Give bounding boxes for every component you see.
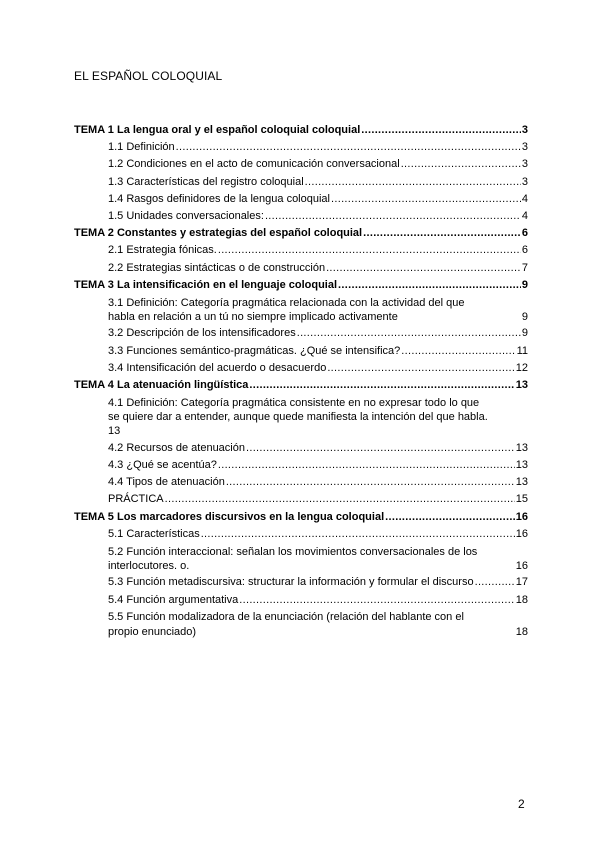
toc-page-number: 13 [515, 476, 528, 489]
toc-section-link[interactable] [74, 440, 528, 457]
toc-entry-title: 1.1 Definición [108, 141, 175, 154]
toc-page-number: 18 [515, 625, 528, 638]
toc-page-number: 16 [515, 559, 528, 572]
toc-section-link[interactable] [74, 394, 528, 440]
toc-page-number: 9 [521, 278, 528, 291]
toc-page-number: 11 [516, 344, 528, 357]
toc-dot-leader [305, 174, 521, 191]
toc-entry-title: 4.2 Recursos de atenuación [108, 441, 245, 454]
toc-section-link[interactable] [74, 242, 528, 259]
toc-entry-title: 4.4 Tipos de atenuación [108, 476, 225, 489]
toc-page-number: 7 [521, 261, 528, 274]
toc-entry-title: 3.2 Descripción de los intensificadores [108, 327, 296, 340]
toc-entry-title: 5.4 Función argumentativa [108, 593, 239, 606]
toc-dot-leader [401, 156, 521, 173]
toc-section-link[interactable] [74, 609, 528, 640]
toc-section-link[interactable] [74, 208, 528, 225]
toc-section-link[interactable] [74, 491, 528, 508]
toc-page-number: 15 [515, 493, 528, 506]
toc-entry-title-line: 5.2 Función interaccional: señalan los movimientos conversacionales de los [108, 545, 478, 558]
toc-page-number: 3 [521, 141, 528, 154]
toc-entry-title-line: 5.5 Función modalizadora de la enunciación (relación del hablante con el [108, 611, 464, 624]
toc-chapter-link[interactable] [74, 225, 528, 242]
toc-chapter-link[interactable] [74, 122, 528, 139]
toc-dot-leader [218, 242, 521, 259]
toc-page-number: 3 [521, 124, 528, 136]
toc-section-link[interactable] [74, 343, 528, 360]
toc-section-link[interactable] [74, 474, 528, 491]
toc-entry-title-line: se quiere dar a entender, aunque quede manifiesta la intención del que habla. [108, 410, 488, 423]
toc-dot-leader [265, 208, 521, 225]
toc-entry-title-line: 4.1 Definición: Categoría pragmática consistente en no expresar todo lo que [108, 396, 480, 409]
toc-entry-title: 4.3 ¿Qué se acentúa? [108, 459, 217, 472]
toc-section-link[interactable] [74, 360, 528, 377]
toc-page-number: 4 [521, 192, 528, 205]
toc-page-number: 16 [515, 527, 528, 540]
toc-page-number: 9 [521, 310, 528, 323]
toc-entry-title: TEMA 2 Constantes y estrategias del español coloquial [74, 227, 363, 240]
toc-entry-title: TEMA 3 La intensificación en el lenguaje coloquial [74, 278, 338, 291]
toc-section-link[interactable] [74, 294, 528, 325]
toc-dot-leader [475, 574, 515, 591]
toc-entry-title: 3.3 Funciones semántico-pragmáticas. ¿Qué se intensifica? [108, 344, 401, 357]
toc-page-number: 17 [515, 576, 528, 589]
toc-entry-title: PRÁCTICA [108, 493, 164, 506]
toc-entry-title-line: propio enunciado) [108, 625, 197, 638]
toc-dot-leader [385, 509, 515, 526]
toc-entry-title: 2.1 Estrategia fónicas. [108, 244, 217, 257]
toc-page-number: 13 [108, 425, 121, 438]
toc-entry-title: 2.2 Estrategias sintácticas o de construcción [108, 261, 326, 274]
toc-dot-leader [249, 377, 514, 394]
toc-section-link[interactable] [74, 156, 528, 173]
toc-dot-leader [239, 592, 515, 609]
toc-entry-title: 5.1 Características [108, 527, 200, 540]
toc-dot-leader [361, 122, 521, 139]
toc-dot-leader [331, 191, 521, 208]
toc-section-link[interactable] [74, 139, 528, 156]
toc-entry-title: 1.2 Condiciones en el acto de comunicación conversacional [108, 158, 400, 171]
toc-entry-title-line: habla en relación a un tú no siempre implicado activamente [108, 310, 398, 323]
toc-entry-title: 1.4 Rasgos definidores de la lengua coloquial [108, 192, 330, 205]
toc-dot-leader [326, 260, 521, 277]
toc-section-link[interactable] [74, 526, 528, 543]
toc-page-number: 18 [515, 593, 528, 606]
toc-dot-leader [201, 526, 515, 543]
toc-chapter-link[interactable] [74, 377, 528, 394]
toc-page-number: 13 [515, 379, 528, 392]
toc-entry-title: 5.3 Función metadiscursiva: structurar la información y formular el discurso [108, 576, 474, 589]
toc-chapter-link[interactable] [74, 509, 528, 526]
toc-entry-title-line: 3.1 Definición: Categoría pragmática relacionada con la actividad del que [108, 296, 465, 309]
toc-dot-leader [165, 491, 515, 508]
toc-section-link[interactable] [74, 325, 528, 342]
toc-dot-leader [226, 474, 515, 491]
table-of-contents [74, 122, 528, 640]
toc-entry-title: 3.4 Intensificación del acuerdo o desacuerdo [108, 361, 327, 374]
document-title: EL ESPAÑOL COLOQUIAL [74, 69, 223, 83]
toc-section-link[interactable] [74, 174, 528, 191]
toc-page-number: 3 [521, 158, 528, 171]
toc-section-link[interactable] [74, 457, 528, 474]
toc-section-link[interactable] [74, 191, 528, 208]
toc-page-number: 6 [521, 244, 528, 257]
toc-dot-leader [218, 457, 515, 474]
toc-page-number: 6 [521, 227, 528, 240]
toc-entry-title: 1.5 Unidades conversacionales: [108, 210, 264, 223]
toc-dot-leader [327, 360, 514, 377]
toc-page-number: 13 [515, 441, 528, 454]
toc-entry-title: 1.3 Características del registro coloquial [108, 175, 304, 188]
toc-entry-title: TEMA 1 La lengua oral y el español coloquial coloquial [74, 124, 361, 136]
toc-dot-leader [246, 440, 515, 457]
toc-chapter-link[interactable] [74, 277, 528, 294]
toc-page-number: 16 [515, 510, 528, 523]
toc-page-number: 12 [515, 361, 528, 374]
toc-entry-title: TEMA 5 Los marcadores discursivos en la lengua coloquial [74, 510, 385, 523]
toc-dot-leader [363, 225, 521, 242]
toc-dot-leader [338, 277, 521, 294]
toc-section-link[interactable] [74, 543, 528, 574]
toc-dot-leader [176, 139, 521, 156]
toc-section-link[interactable] [74, 592, 528, 609]
toc-section-link[interactable] [74, 574, 528, 591]
toc-dot-leader [401, 343, 515, 360]
toc-page-number: 9 [521, 327, 528, 340]
toc-dot-leader [297, 325, 521, 342]
toc-page-number: 13 [515, 459, 528, 472]
toc-page-number: 3 [521, 175, 528, 188]
toc-section-link[interactable] [74, 260, 528, 277]
toc-entry-title: TEMA 4 La atenuación lingüística [74, 379, 249, 392]
toc-page-number: 4 [521, 210, 528, 223]
page-number: 2 [518, 797, 525, 811]
toc-entry-title-line: interlocutores. o. [108, 559, 190, 572]
